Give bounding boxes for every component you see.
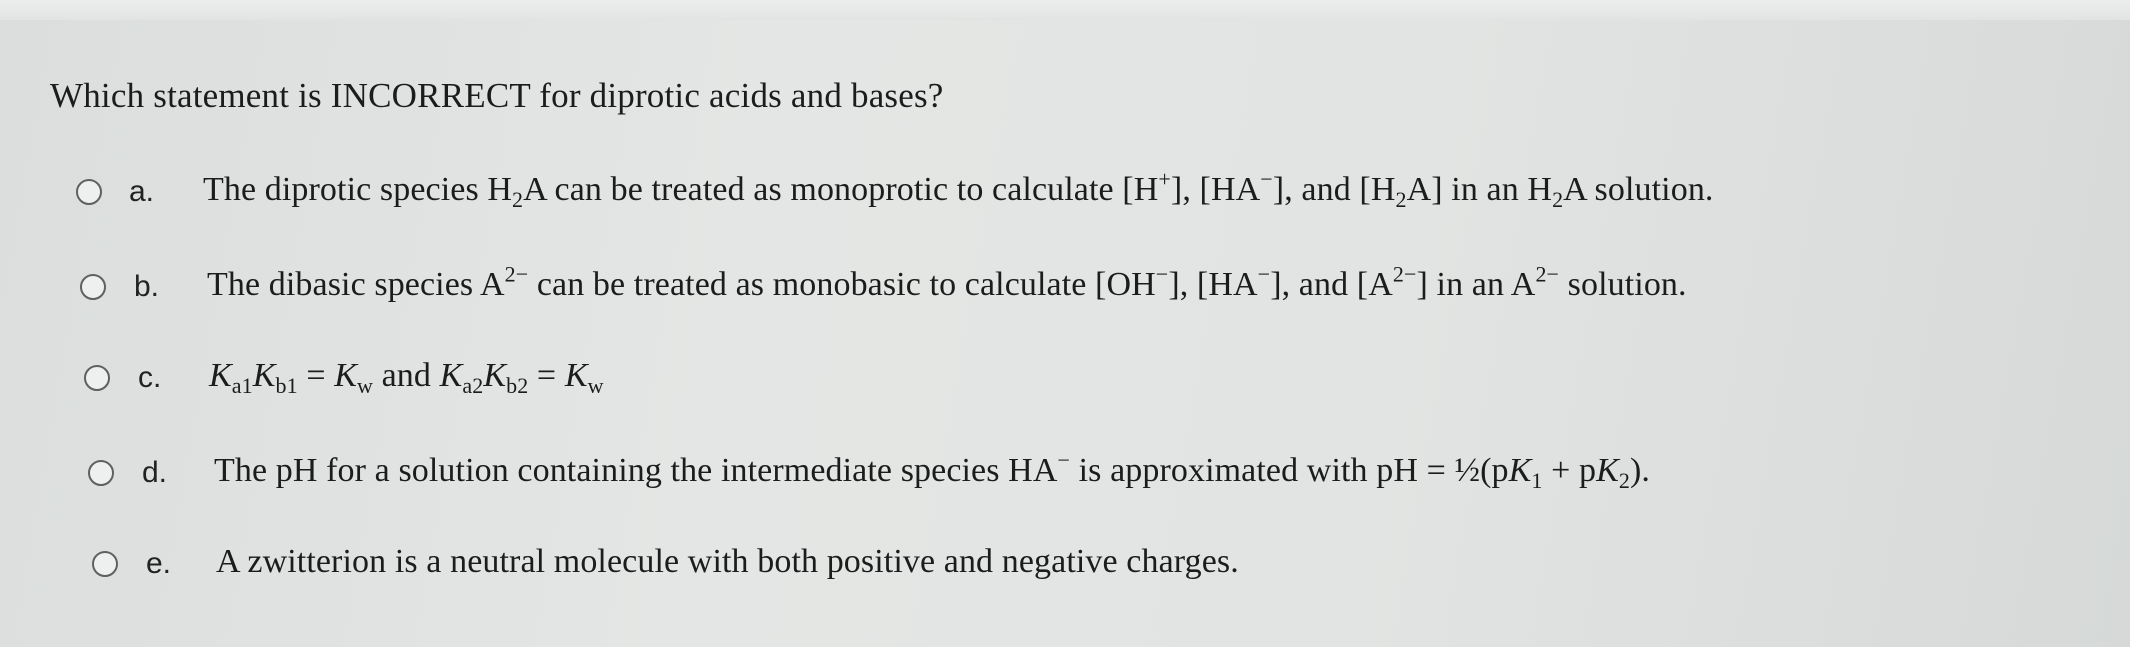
option-b-superscript: 2− xyxy=(1535,261,1560,287)
option-c-symbol: K xyxy=(439,357,463,394)
radio-button-a[interactable] xyxy=(76,179,102,205)
option-a-part: ], [HA xyxy=(1170,171,1261,208)
option-b-part: can be treated as monobasic to calculate [OH xyxy=(528,266,1156,303)
option-c-part: = xyxy=(528,357,565,394)
option-a-subscript: 2 xyxy=(1395,187,1407,213)
option-d-symbol: K xyxy=(1596,452,1619,489)
radio-button-c[interactable] xyxy=(84,365,110,391)
option-a-subscript: 2 xyxy=(1552,187,1564,213)
option-d-symbol: K xyxy=(1508,452,1532,489)
option-d-letter: d. xyxy=(142,456,168,489)
option-c-symbol: K xyxy=(252,357,276,394)
option-a-part: The diprotic species H xyxy=(203,171,513,208)
option-c-symbol: K xyxy=(483,357,507,394)
option-c[interactable] xyxy=(0,353,2100,403)
option-d-subscript: 1 xyxy=(1531,468,1543,494)
option-d-part: is approximated with pH = ½(p xyxy=(1070,452,1509,489)
option-c-subscript: b1 xyxy=(275,373,298,399)
radio-button-d[interactable] xyxy=(88,460,114,486)
option-a-part: A can be treated as monoprotic to calculate [H xyxy=(523,171,1159,208)
option-a-superscript: + xyxy=(1158,166,1171,192)
option-a-text xyxy=(203,166,1714,213)
option-d-superscript: − xyxy=(1057,447,1070,473)
option-b-letter: b. xyxy=(134,270,160,303)
option-c-part: = xyxy=(297,357,335,394)
option-d-text xyxy=(214,447,1650,494)
question-text: Which statement is INCORRECT for diprotic acids and bases? xyxy=(50,76,944,115)
option-a-part: ], and [H xyxy=(1272,171,1396,208)
option-d-part: ). xyxy=(1629,452,1650,489)
option-c-symbol: K xyxy=(334,357,357,394)
option-b-superscript: − xyxy=(1257,261,1271,287)
option-d-part: + p xyxy=(1542,452,1597,489)
option-c-symbol: K xyxy=(209,357,232,394)
option-b-superscript: 2− xyxy=(1392,261,1417,287)
option-b-part: ], and [A xyxy=(1270,266,1393,303)
option-b[interactable] xyxy=(0,262,2100,312)
option-b-part: ] in an A xyxy=(1416,266,1536,303)
top-strip xyxy=(0,0,2130,20)
option-b-part: solution. xyxy=(1559,266,1687,303)
option-b-superscript: 2− xyxy=(504,261,529,287)
option-c-subscript: w xyxy=(357,373,373,399)
option-e-part: A zwitterion is a neutral molecule with both positive and negative charges. xyxy=(216,543,1239,580)
option-c-subscript: a2 xyxy=(462,373,484,399)
option-a-part: A solution. xyxy=(1563,171,1714,208)
option-c-text xyxy=(209,357,604,399)
radio-button-e[interactable] xyxy=(92,551,118,577)
option-c-part: and xyxy=(373,357,440,394)
option-a-subscript: 2 xyxy=(512,187,524,213)
radio-button-b[interactable] xyxy=(80,274,106,300)
option-a-superscript: − xyxy=(1260,166,1273,192)
option-c-symbol: K xyxy=(564,357,588,394)
option-a[interactable] xyxy=(0,167,2100,217)
option-e-letter: e. xyxy=(146,547,172,580)
option-d-part: The pH for a solution containing the intermediate species HA xyxy=(214,452,1058,489)
option-b-superscript: − xyxy=(1155,261,1169,287)
option-e[interactable] xyxy=(0,539,2100,589)
option-d[interactable] xyxy=(0,448,2100,498)
option-a-part: A] in an H xyxy=(1406,171,1553,208)
option-d-subscript: 2 xyxy=(1618,468,1630,494)
option-b-part: ], [HA xyxy=(1168,266,1258,303)
option-c-subscript: b2 xyxy=(506,373,529,399)
option-b-text xyxy=(207,261,1687,304)
option-a-letter: a. xyxy=(129,175,155,208)
option-c-subscript: w xyxy=(587,373,604,399)
option-c-letter: c. xyxy=(138,361,162,394)
question-card xyxy=(0,20,2130,647)
option-e-text xyxy=(216,543,1239,581)
option-c-subscript: a1 xyxy=(231,373,253,399)
option-b-part: The dibasic species A xyxy=(207,266,505,303)
